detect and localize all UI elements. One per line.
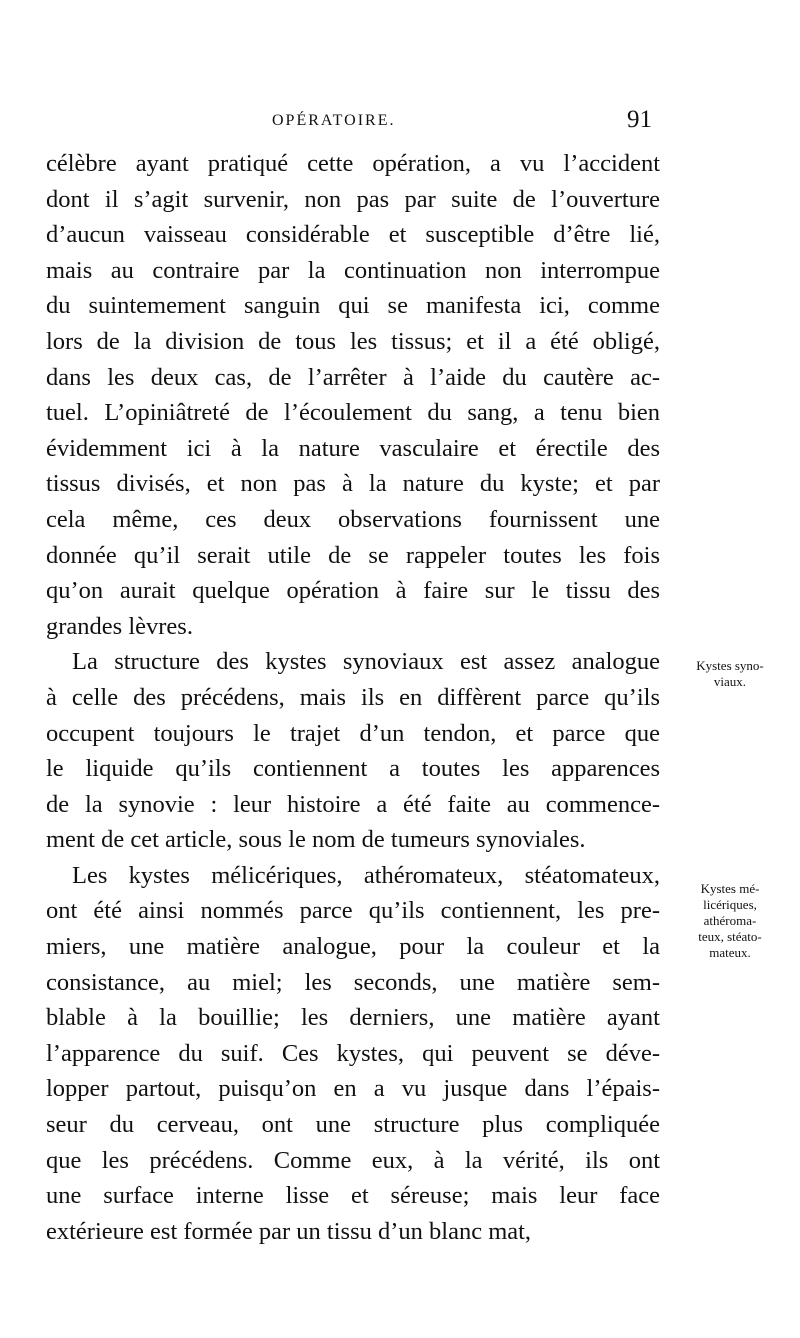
text-line: blable à la bouillie; les derniers, une matière ayant	[46, 1004, 660, 1032]
text-line: dont il s’agit survenir, non pas par suite de l’ouverture	[46, 185, 660, 213]
text-line: tissus divisés, et non pas à la nature du kyste; et par	[46, 470, 660, 498]
text-line: Les kystes mélicériques, athéromateux, stéatomateux,	[72, 861, 660, 889]
margin-note-line: licériques,	[703, 897, 757, 912]
page-number: 91	[627, 106, 652, 133]
text-line: du suintemement sanguin qui se manifesta ici, comme	[46, 292, 660, 320]
margin-note-line: teux, stéato-	[698, 929, 762, 944]
margin-note-kystes-synoviaux	[660, 658, 800, 690]
margin-note-kystes-melicériques	[660, 881, 800, 961]
text-line: le liquide qu’ils contiennent a toutes les apparences	[46, 755, 660, 783]
text-line: l’apparence du suif. Ces kystes, qui peuvent se déve-	[46, 1039, 660, 1067]
text-line: de la synovie : leur histoire a été faite au commence-	[46, 790, 660, 818]
margin-note-line: mateux.	[709, 945, 751, 960]
body-text	[46, 146, 660, 1249]
margin-note-line: Kystes syno-	[696, 658, 764, 673]
margin-note-line: viaux.	[713, 674, 747, 689]
text-line: que les précédens. Comme eux, à la vérité, ils ont	[46, 1146, 660, 1174]
text-line: célèbre ayant pratiqué cette opération, a vu l’accident	[46, 150, 660, 177]
text-line: donnée qu’il serait utile de se rappeler toutes les fois	[46, 541, 660, 569]
text-line: cela même, ces deux observations fournissent une	[46, 505, 660, 533]
text-line: évidemment ici à la nature vasculaire et érectile des	[46, 434, 660, 462]
text-line: occupent toujours le trajet d’un tendon, et parce que	[46, 719, 660, 747]
text-line: La structure des kystes synoviaux est assez analogue	[72, 648, 660, 676]
margin-note-line: Kystes mé-	[700, 881, 760, 896]
header-title: OPÉRATOIRE.	[272, 112, 396, 129]
text-line: à celle des précédens, mais ils en diffèrent parce qu’ils	[46, 683, 660, 711]
text-line: dans les deux cas, de l’arrêter à l’aide du cautère ac-	[46, 363, 660, 391]
text-line: ment de cet article, sous le nom de tumeurs synoviales.	[46, 826, 586, 854]
margin-note-line: athéroma-	[703, 913, 757, 928]
text-line: extérieure est formée par un tissu d’un blanc mat,	[46, 1217, 532, 1245]
text-line: seur du cerveau, ont une structure plus compliquée	[46, 1111, 660, 1139]
text-line: lopper partout, puisqu’on en a vu jusque dans l’épais-	[46, 1075, 660, 1103]
text-line: miers, une matière analogue, pour la couleur et la	[46, 933, 660, 961]
text-line: d’aucun vaisseau considérable et susceptible d’être lié,	[46, 221, 660, 249]
text-line: consistance, au miel; les seconds, une matière sem-	[46, 968, 660, 996]
text-line: une surface interne lisse et séreuse; mais leur face	[46, 1182, 660, 1210]
text-line: mais au contraire par la continuation non interrompue	[46, 256, 660, 284]
text-line: grandes lèvres.	[46, 612, 193, 640]
text-line: lors de la division de tous les tissus; et il a été obligé,	[46, 327, 660, 355]
text-line: ont été ainsi nommés parce qu’ils contiennent, les pre-	[46, 897, 660, 925]
text-line: qu’on aurait quelque opération à faire sur le tissu des	[46, 577, 660, 605]
text-line: tuel. L’opiniâtreté de l’écoulement du sang, a tenu bien	[46, 399, 660, 427]
running-header	[272, 108, 672, 138]
